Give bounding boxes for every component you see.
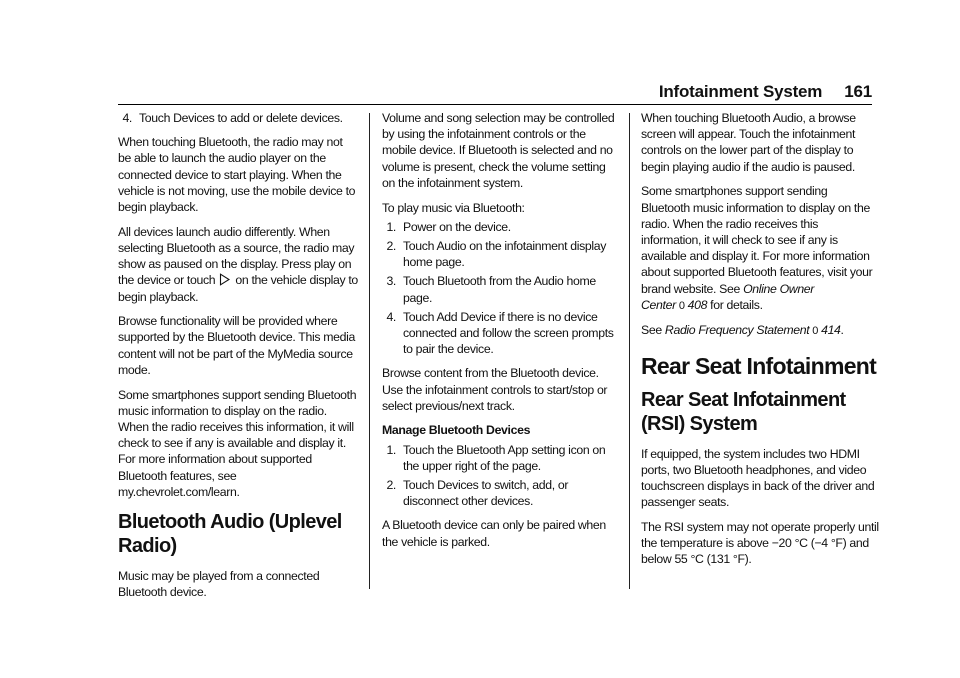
list-item — [382, 442, 620, 474]
list-item — [118, 110, 358, 126]
list-number: 3. — [386, 274, 396, 289]
paragraph: Browse functionality will be provided where supported by the Bluetooth device. This media content will not be part of the MyMedia source mode. — [118, 314, 355, 377]
numbered-list — [382, 442, 620, 510]
list-item — [382, 309, 620, 358]
cross-reference-link[interactable]: Radio Frequency Statement — [664, 323, 810, 338]
list-item — [382, 219, 620, 235]
list-number: 2. — [386, 238, 396, 253]
running-header — [659, 82, 872, 102]
list-item — [382, 273, 620, 305]
play-triangle-icon — [219, 273, 230, 286]
section-heading: Rear Seat Infotainment (RSI) System — [641, 388, 846, 435]
column-divider — [629, 113, 630, 589]
list-text: Touch Devices to add or delete devices. — [139, 111, 343, 125]
cross-reference-page[interactable]: 408 — [687, 297, 708, 312]
numbered-list — [382, 219, 620, 358]
list-item — [382, 238, 620, 270]
page-reference-arrow-icon: 0 — [812, 325, 819, 338]
paragraph: When touching Bluetooth, the radio may not be able to launch the audio player on the connected device to start playing. When the vehicle is not moving, use the mobile device to begin playback. — [118, 135, 356, 215]
list-number: 1. — [386, 219, 396, 234]
column-divider — [369, 113, 370, 589]
paragraph: Browse content from the Bluetooth device. Use the infotainment controls to start/stop or select previous/next track. — [382, 366, 608, 413]
paragraph: Music may be played from a connected Bluetooth device. — [118, 568, 320, 600]
list-number: 1. — [386, 442, 396, 457]
list-text: Touch Bluetooth from the Audio home page. — [403, 274, 596, 305]
page-number: 161 — [844, 82, 872, 101]
paragraph: To play music via Bluetooth: — [382, 200, 525, 215]
list-text: Touch Add Device if there is no device connected and follow the screen prompts to pair the device. — [403, 309, 614, 357]
header-rule — [118, 104, 872, 105]
paragraph-text: on the vehicle display to begin playback. — [118, 273, 358, 304]
paragraph-text: for details. — [710, 297, 763, 312]
paragraph-text: See — [641, 323, 662, 338]
section-title: Infotainment System — [658, 82, 823, 101]
paragraph: Volume and song selection may be controlled by using the infotainment controls or the mobile device. If Bluetooth is selected and no volume is present, check the volume setting on the infotainment system. — [382, 111, 615, 190]
paragraph: When touching Bluetooth Audio, a browse screen will appear. Touch the infotainment controls on the lower part of the display to begin playing audio if the audio is paused. — [641, 111, 856, 174]
paragraph-text: All devices launch audio differently. When selecting Bluetooth as a source, the radio may show as paused on the display. Press play on the device or touch — [118, 224, 355, 288]
paragraph: Some smartphones support sending Bluetooth music information to display on the radio. When the radio receives this information, it will check to see if any is available and display it. For more information about supported Bluetooth features, see my.chevrolet.com/learn. — [118, 387, 357, 499]
list-text: Touch the Bluetooth App setting icon on the upper right of the page. — [403, 442, 606, 473]
paragraph — [118, 224, 358, 305]
list-number: 2. — [386, 478, 396, 493]
paragraph — [641, 183, 879, 314]
column-3 — [641, 110, 879, 576]
subheading: Manage Bluetooth Devices — [382, 423, 531, 438]
list-item — [382, 477, 620, 509]
section-heading: Bluetooth Audio (Uplevel Radio) — [118, 510, 342, 557]
list-text: Touch Devices to switch, add, or disconnect other devices. — [403, 478, 569, 509]
paragraph-text: Some smartphones support sending Bluetooth music information to display on the radio. When the radio receives this information, it will check to see if any is available and display it. For more information about supported Bluetooth features, visit your brand website. See — [641, 184, 873, 296]
cross-reference-link[interactable]: Online Owner Center — [641, 281, 815, 312]
cross-reference-page[interactable]: 414 — [821, 323, 841, 338]
list-number: 4. — [122, 111, 132, 125]
paragraph — [641, 322, 879, 339]
list-text: Touch Audio on the infotainment display home page. — [403, 238, 607, 270]
list-text: Power on the device. — [403, 219, 511, 234]
paragraph: A Bluetooth device can only be paired when the vehicle is parked. — [382, 518, 606, 549]
paragraph: The RSI system may not operate properly until the temperature is above −20 °C (−4 °F) and below 55 °C (131 °F). — [641, 519, 879, 567]
page-reference-arrow-icon: 0 — [678, 299, 685, 312]
list-number: 4. — [386, 309, 396, 324]
column-1 — [118, 110, 358, 609]
column-2 — [382, 110, 620, 558]
chapter-heading: Rear Seat Infotainment — [641, 352, 877, 379]
paragraph: If equipped, the system includes two HDMI ports, two Bluetooth headphones, and video touchscreen displays in back of the driver and passenger seats. — [641, 446, 875, 510]
paragraph-text: . — [840, 323, 844, 338]
